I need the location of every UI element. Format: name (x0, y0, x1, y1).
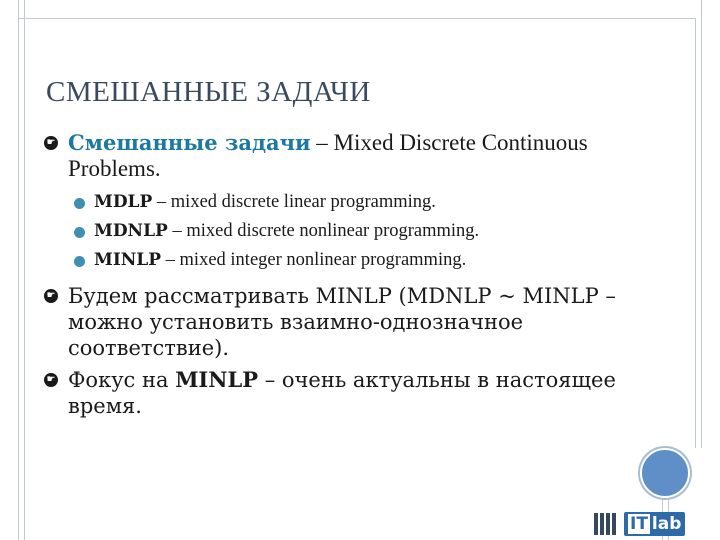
decorative-circle (640, 448, 690, 498)
slide-content (44, 130, 654, 425)
frame-left-line-2 (24, 0, 25, 540)
bullet-term: MINLP (175, 367, 259, 392)
circle-dot-icon (74, 227, 85, 238)
itlab-wordmark: IT lab (624, 512, 685, 536)
bullet-text: Будем рассматривать MINLP (MDNLP ~ MINLP – можно установить взаимно-однозначное соответствие). (68, 284, 616, 360)
bullet-item-2 (44, 283, 654, 361)
pointing-hand-icon: ☛ (44, 136, 58, 150)
bullet-text: – Mixed Discrete Continuous Problems. (68, 130, 588, 181)
circle-dot-icon (74, 256, 85, 267)
frame-left-line (18, 0, 19, 540)
frame-right-line-2 (701, 0, 702, 448)
unn-logo-icon (594, 513, 620, 535)
sub-text: – mixed integer nonlinear programming. (161, 250, 467, 270)
circle-dot-icon (74, 198, 85, 209)
bullet-pre: Фокус на (68, 368, 176, 392)
sub-term: MINLP (94, 250, 162, 270)
bullet-text: – очень актуальны в настоящее время. (68, 368, 616, 418)
sub-text: – mixed discrete linear programming. (152, 192, 436, 212)
sub-item-3 (74, 246, 654, 275)
sub-term: MDLP (94, 192, 153, 212)
slide-title: СМЕШАННЫЕ ЗАДАЧИ (46, 76, 371, 108)
sub-term: MDNLP (94, 221, 168, 241)
sub-list (74, 188, 654, 275)
bullet-lead: Смешанные задачи (68, 130, 311, 155)
pointing-hand-icon: ☛ (44, 289, 58, 303)
bullet-item-3 (44, 367, 654, 419)
sub-item-1 (74, 188, 654, 217)
frame-right-line (695, 18, 696, 448)
frame-top-line (18, 18, 696, 19)
sub-item-2 (74, 217, 654, 246)
sub-text: – mixed discrete nonlinear programming. (167, 221, 480, 241)
pointing-hand-icon: ☛ (44, 373, 58, 387)
itlab-logo (594, 511, 685, 537)
bullet-item-1 (44, 130, 654, 182)
